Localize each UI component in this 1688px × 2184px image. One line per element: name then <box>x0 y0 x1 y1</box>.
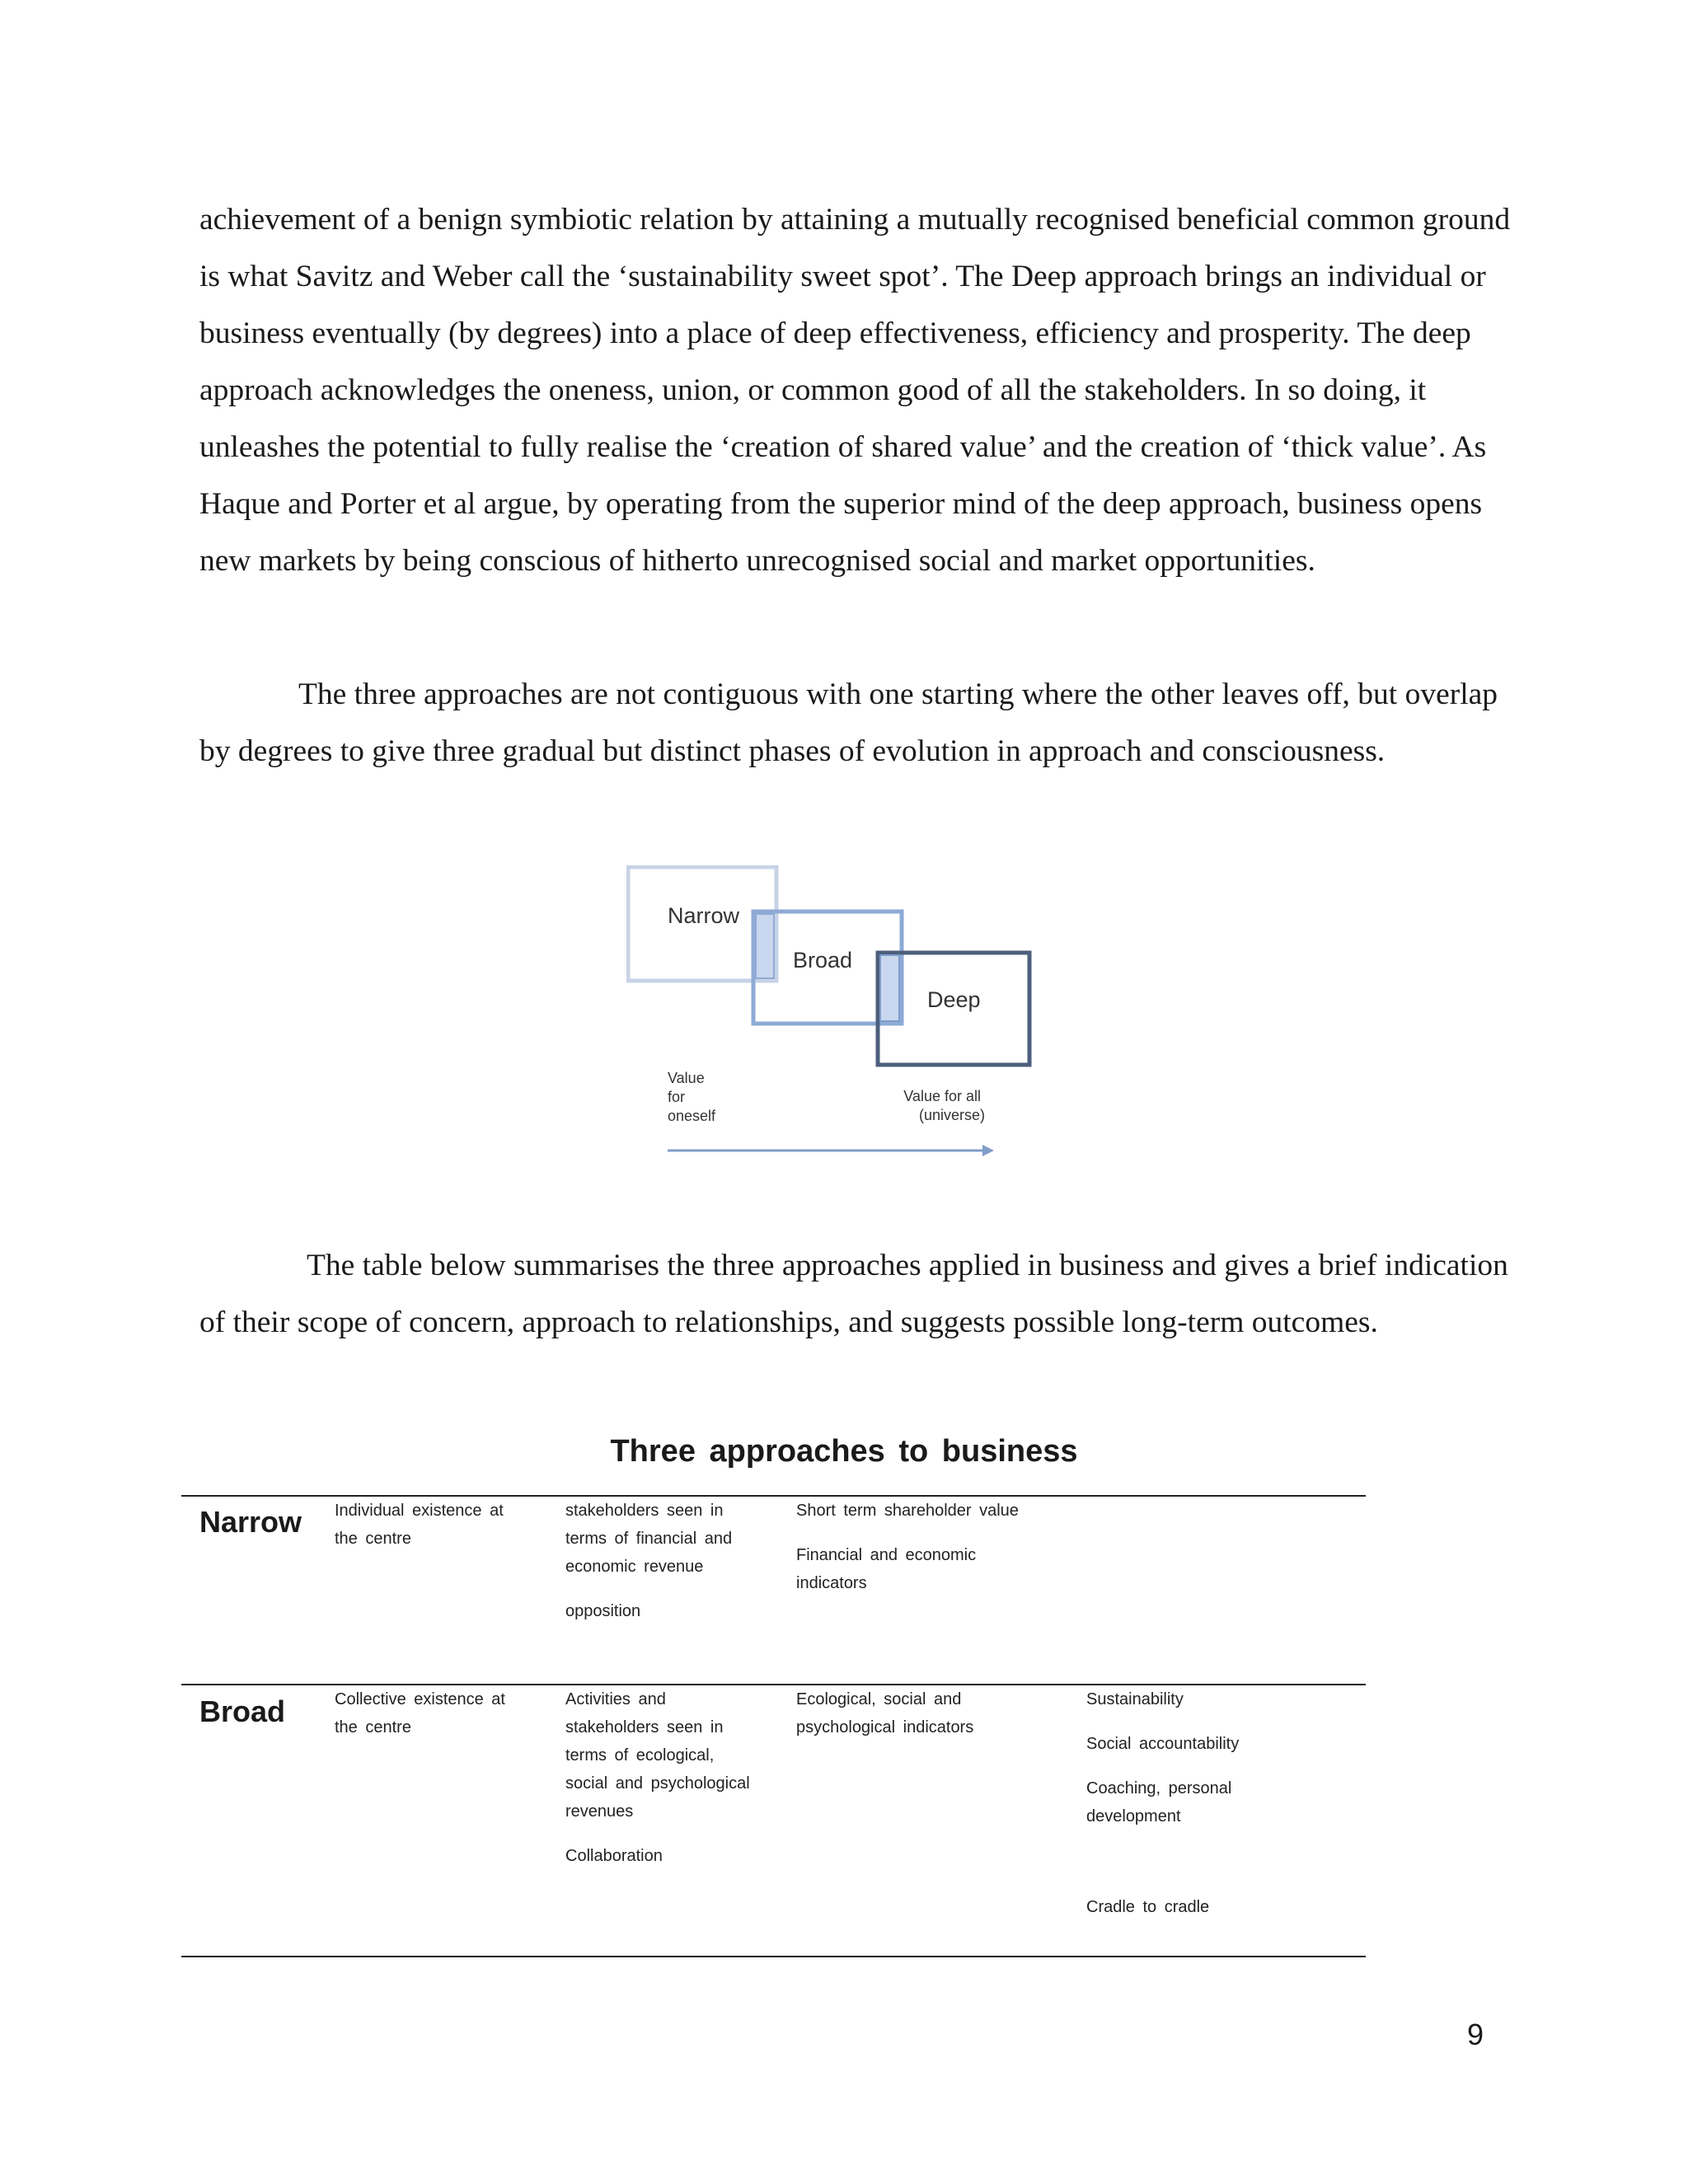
row-label-narrow: Narrow <box>199 1505 302 1539</box>
page-number: 9 <box>1467 2018 1484 2051</box>
broad-outcomes-cell: Sustainability Social accountability Coaching, personal development Cradle to cradle <box>1086 1690 1240 1916</box>
paragraph-overlap: The three approaches are not contiguous with one starting where the other leaves off, but overlap by degrees to give three gradual but distinct phases of evolution in approach and consciousness. <box>199 677 1498 768</box>
value-arrow-head <box>982 1145 994 1156</box>
value-for-oneself-label: Value for oneself <box>668 1070 716 1124</box>
narrow-scope-cell: Individual existence at the centre <box>335 1502 504 1548</box>
broad-relationship-cell: Activities and stakeholders seen in terms of ecological, social and psychological revenues Collaboration <box>565 1690 750 1865</box>
overlap-diagram <box>626 865 1055 1179</box>
narrow-outcomes-cell: Short term shareholder value Financial and economic indicators <box>796 1502 1019 1592</box>
broad-label: Broad <box>793 948 853 972</box>
paragraph-sweet-spot: achievement of a benign symbiotic relation by attaining a mutually recognised beneficial common ground is what Savitz and Weber call the ‘sustainability sweet spot’. The Deep approach brings an individual or business eventually (by degrees) into a place of deep effectiveness, efficiency and prosperity. The deep approach acknowledges the oneness, union, or common good of all the stakeholders. In so doing, it unleashes the potential to fully realise the ‘creation of shared value’ and the creation of ‘thick value’. As Haque and Porter et al argue, by operating from the superior mind of the deep approach, business opens new markets by being conscious of hitherto unrecognised social and market opportunities. <box>199 203 1511 578</box>
approaches-overlap-figure <box>626 865 1055 1179</box>
narrow-broad-overlap <box>756 914 774 978</box>
table-title: Three approaches to business <box>610 1434 1078 1469</box>
value-for-all-label: Value for all (universe) <box>903 1088 985 1123</box>
broad-indicators-cell: Ecological, social and psychological indicators <box>796 1690 974 1736</box>
table-rule-bottom <box>181 1956 1366 1957</box>
deep-label: Deep <box>927 987 981 1012</box>
paragraph-table-intro: The table below summarises the three approaches applied in business and gives a brief indication of their scope of concern, approach to relationships, and suggests possible long-term outcomes. <box>199 1249 1508 1339</box>
row-label-broad: Broad <box>199 1694 286 1728</box>
narrow-relationship-cell: stakeholders seen in terms of financial and economic revenue opposition <box>565 1502 733 1620</box>
broad-deep-overlap <box>880 955 899 1021</box>
narrow-label: Narrow <box>668 903 740 928</box>
broad-scope-cell: Collective existence at the centre <box>335 1690 505 1736</box>
